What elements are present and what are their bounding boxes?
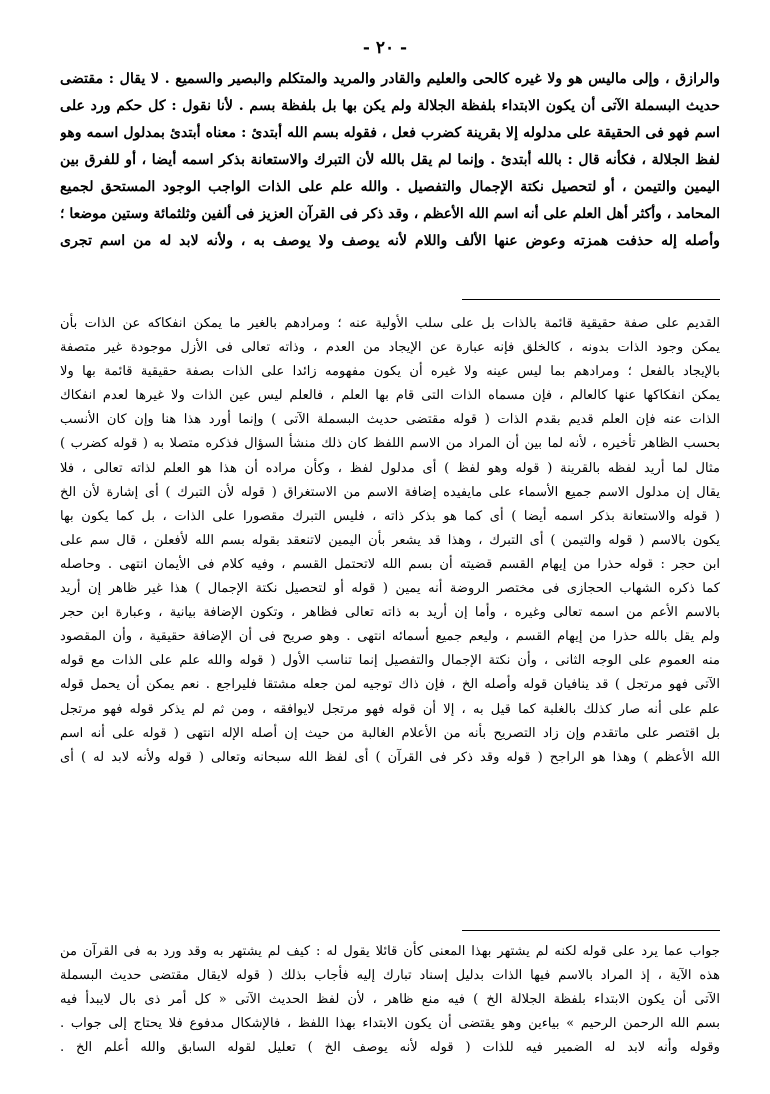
main-text-line: المحامد ، وأكثر أهل العلم على أنه اسم الله الأعظم ، وقد ذكر فى القرآن العزيز فى ألفين وثلثمائة وستين موضعا ؛ bbox=[60, 206, 720, 222]
main-text-line: لفظ الجلالة ، فكأنه قال : بالله أبتدئ . وإنما لم يقل بالله لأن التبرك والاستعانة بذكر اسمه أيضا ، أو للفرق بين bbox=[60, 152, 720, 168]
commentary-line: الله الأعظم ) وهذا هو الراجح ( قوله وقد ذكر فى القرآن ) أى لفظ الله سبحانه وتعالى ( قوله ولأنه لابد له ) أى bbox=[60, 749, 720, 765]
commentary-line: كما ذكره الشهاب الحجازى فى مختصر الروضة أنه يمين ( قوله أو لتحصيل نكتة الإجمال ) هذا غير ظاهر إن أريد bbox=[60, 581, 720, 597]
commentary-line: القديم على صفة حقيقية قائمة بالذات بل على سلب الأولية عنه ؛ ومرادهم بالغير ما يمكن انفكاكه عن الذات بأن bbox=[60, 316, 720, 331]
footnote-line: جواب عما يرد على قوله لكنه لم يشتهر بهذا المعنى كأن قائلا يقول له : كيف لم يشتهر به وقد ورد به فى القرآن من bbox=[60, 944, 720, 959]
footnote-line: الآتى أن يكون الابتداء بلفظة الجلالة الخ ) فيه منع ظاهر ، لأن لفظ الحديث الآتى « كل أمر ذى بال لايبدأ فيه bbox=[60, 992, 720, 1008]
page-number: - ٢٠ - bbox=[362, 38, 408, 58]
commentary-line: الذات عنه فإن العلم قديم بقدم الذات ( قوله مقتضى حديث البسملة الآتى ) وإنما أورد هذا هنا وإن كان الأنسب bbox=[60, 412, 720, 428]
main-text-block bbox=[60, 66, 720, 255]
footnote-line: بسم الله الرحمن الرحيم » بياءين وهو يقتضى أن يكون الابتداء بهذا اللفظ ، فالإشكال مدفوع فلا يحتاج إلى جواب . bbox=[60, 1016, 720, 1032]
commentary-line: منه العموم على الوجه الثانى ، وأن نكتة الإجمال والتفصيل إنما تناسب الأول ( قوله والله علم على الذات مع قوله bbox=[60, 653, 720, 669]
section-divider bbox=[462, 930, 720, 931]
main-text-line: وأصله إله حذفت همزته وعوض عنها الألف واللام لأنه يوصف ولا يوصف به ، ولأنه لابد له من اسم تجرى bbox=[60, 233, 720, 249]
commentary-line: يكون بالاسم ( قوله والتيمن ) أى التبرك ، وهذا قد يشعر بأن اليمين لاتنعقد بقوله بسم الله لأفعلن ، قال سم على bbox=[60, 532, 720, 548]
commentary-line: بل اقتصر على ماتقدم وإن زاد التصريح بأنه من الأعلام الغالبة من حيث إن أصله الإله انتهى ( قوله على أنه اسم bbox=[60, 725, 720, 741]
main-text-line: اليمين والتيمن ، أو لتحصيل نكتة الإجمال والتفصيل . والله علم على الذات الواجب الوجود المستحق لجميع bbox=[60, 179, 720, 195]
commentary-line: يقال إن مدلول الاسم جميع الأسماء على مايفيده إضافة الاسم من الاستغراق ( قوله لأن التبرك ) أى إشارة لأن الخ bbox=[60, 484, 720, 500]
commentary-line: بالإيجاد بالفعل ؛ ومرادهم بما ليس عينه ولا غيره أن يكون مفهومه زائدا على الذات بصفة حقيقية قائمة بها ولا bbox=[60, 364, 720, 380]
main-text-line: اسم فهو فى الحقيقة على مدلوله إلا بقرينة كضرب فعل ، فقوله بسم الله أبتدئ : معناه أبتدئ بمدلول اسمه وهو bbox=[60, 125, 720, 141]
main-text-line: والرازق ، وإلى ماليس هو ولا غيره كالحى والعليم والقادر والمريد والمتكلم والبصير والسميع . لا يقال : مقتضى bbox=[60, 71, 720, 87]
footnote-line: وقوله وأنه لابد له الضمير فيه للذات ( قوله لأنه يوصف الخ ) تعليل لقوله السابق والله أعلم الخ . bbox=[60, 1040, 720, 1056]
main-text-line: حديث البسملة الآتى أن يكون الابتداء بلفظة الجلالة ولم يكن بها بل بلفظة بسم . لأنا نقول : كل حكم ورد على bbox=[60, 98, 720, 114]
commentary-line: ابن حجر : قوله حذرا من إيهام القسم قضيته أن بسم الله لاتحتمل القسم ، وفيه كلام فى الأيمان انتهى . وحاصله bbox=[60, 556, 720, 572]
commentary-line: علم على أنه صار كذلك بالغلبة كما قيل به ، إلا أن قوله فهو مرتجل لايوافقه ، ومن ثم لم يذكر قوله فهو مرتجل bbox=[60, 701, 720, 717]
commentary-block bbox=[60, 312, 720, 770]
commentary-line: بحسب الظاهر تأخيره ، لأنه لما بين أن المراد من الاسم اللفظ كان ذلك منشأ السؤال فذكره متصلا به ( قوله كضرب ) bbox=[60, 436, 720, 452]
commentary-line: بالاسم الأعم من اسمه تعالى وغيره ، وأما إن أريد به ذاته تعالى فظاهر ، وتكون الإضافة بيانية ، وعبارة ابن حجر bbox=[60, 605, 720, 621]
footnote-block bbox=[60, 940, 720, 1060]
commentary-line: الآتى فهو مرتجل ) قد ينافيان قوله وأصله الخ ، فإن ذاك توجيه لمن جعله مشتقا فليراجع . نعم يمكن أن يحمل قوله bbox=[60, 677, 720, 693]
commentary-line: يمكن وجود الذات بدونه ، كالخلق فإنه عبارة عن الإيجاد من العدم ، وذاته تعالى فى الأزل موجودة غير متصفة bbox=[60, 340, 720, 356]
section-divider bbox=[462, 299, 720, 300]
commentary-line: مثال لما أريد لفظه بالقرينة ( قوله وهو لفظ ) أى مدلول لفظ ، وكأن مراده أن هذا هو العلم لذاته تعالى ، فلا bbox=[60, 460, 720, 476]
footnote-line: هذه الآية ، إذ المراد بالاسم فيها الذات بدليل إسناد تبارك إليه فأجاب بذلك ( قوله لايقال مقتضى حديث البسملة bbox=[60, 968, 720, 984]
commentary-line: ( قوله والاستعانة بذكر اسمه أيضا ) أى كما هو بذكر ذاته ، فليس التبرك مقصورا على الذات ، بل كما يكون بها bbox=[60, 508, 720, 524]
commentary-line: يمكن انفكاكها عنها كالعالم ، فإن مسماه الذات التى قام بها العلم ، فالعلم ليس عين الذات ولا غيرها لعدم انفكاك bbox=[60, 388, 720, 404]
commentary-line: ولم يقل بالله حذرا من إيهام القسم ، وليعم جميع أسمائه انتهى . وهو صريح فى أن الإضافة حقيقية ، وأن المقصود bbox=[60, 629, 720, 645]
